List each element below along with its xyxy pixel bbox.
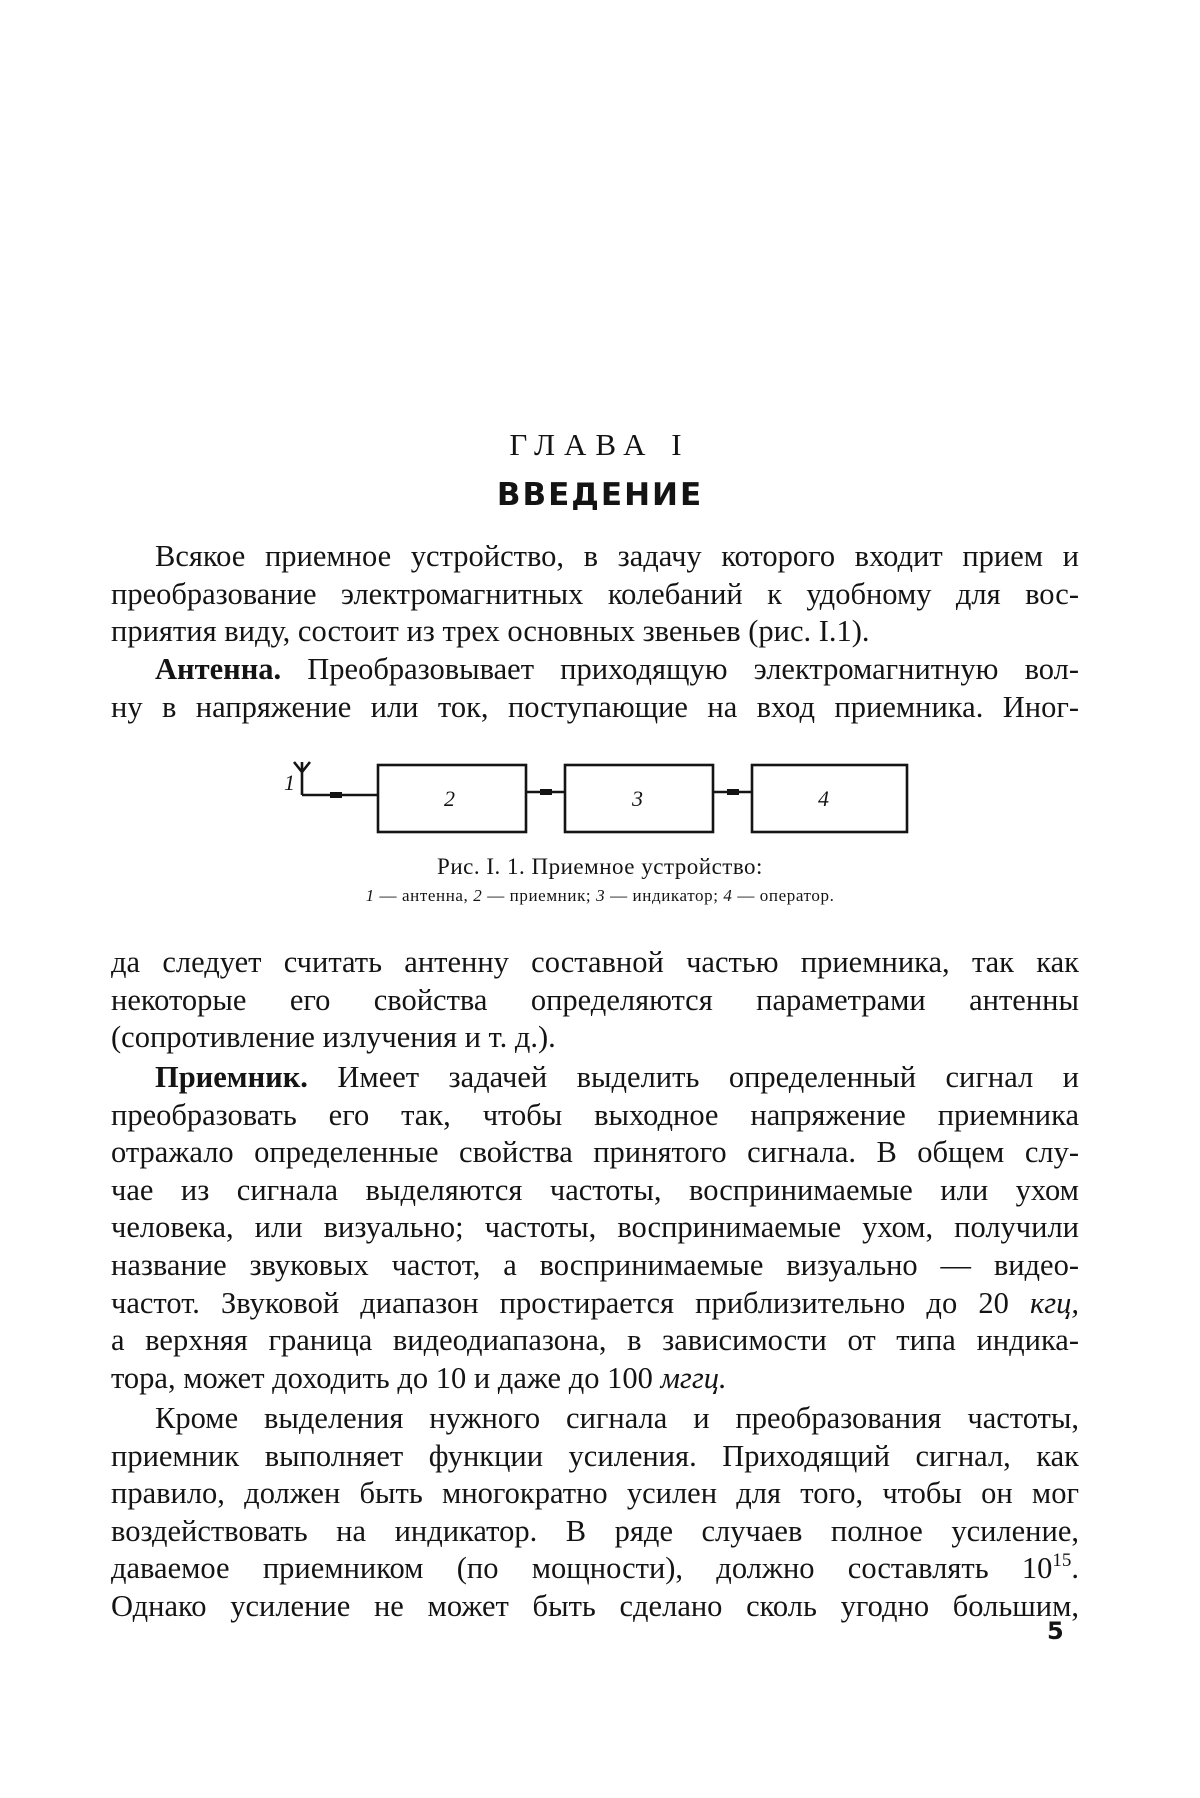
antenna-paragraph xyxy=(111,651,1079,726)
text-line: Всякое приемное устройство, в задачу которого входит прием и xyxy=(111,538,1079,576)
text-line: да следует считать антенну составной частью приемника, так как xyxy=(111,944,1079,982)
text-line: чае из сигнала выделяются частоты, воспринимаемые или ухом xyxy=(111,1172,1079,1210)
text-line: приемник выполняет функции усиления. Приходящий сигнал, как xyxy=(111,1438,1079,1476)
legend-num: 3 xyxy=(596,886,605,905)
text-line xyxy=(111,1360,1079,1398)
chapter-title: ВВЕДЕНИЕ xyxy=(0,475,1200,515)
text-line: воздействовать на индикатор. В ряде случаев полное усиление, xyxy=(111,1513,1079,1551)
chapter-label: ГЛАВА I xyxy=(0,425,1200,465)
text-line: преобразование электромагнитных колебаний к удобному для вос- xyxy=(111,576,1079,614)
connector-dot xyxy=(540,789,552,795)
text-line: Кроме выделения нужного сигнала и преобразования частоты, xyxy=(111,1400,1079,1438)
intro-paragraph xyxy=(111,538,1079,651)
text-line xyxy=(111,1550,1079,1588)
khz-sentence: частот. Звуковой диапазон простирается приблизительно до 20 xyxy=(111,1286,1009,1320)
indicator-label: 3 xyxy=(631,786,643,811)
receiver-label: 2 xyxy=(444,786,455,811)
text-line: правило, должен быть многократно усилен для того, чтобы он мог xyxy=(111,1475,1079,1513)
antenna-icon xyxy=(294,762,310,772)
text-line: (сопротивление излучения и т. д.). xyxy=(111,1019,1079,1057)
figure-legend xyxy=(0,884,1200,908)
unit-khz: кгц, xyxy=(1030,1286,1079,1320)
receiver-paragraph xyxy=(111,1059,1079,1397)
mhz-sentence: тора, может доходить до 10 и даже до 100 xyxy=(111,1361,653,1395)
antenna-text: Преобразовывает приходящую электромагнитную вол- xyxy=(307,652,1079,686)
connector-dot xyxy=(330,792,342,798)
legend-text: — антенна, xyxy=(380,886,469,905)
text-line: а верхняя граница видеодиапазона, в зависимости от типа индика- xyxy=(111,1322,1079,1360)
text-line xyxy=(111,651,1079,689)
figure-caption: Рис. I. 1. Приемное устройство: xyxy=(0,852,1200,882)
power-exponent: 15 xyxy=(1052,1550,1071,1571)
power-sentence: даваемое приемником (по мощности), должно составлять 10 xyxy=(111,1551,1052,1585)
antenna-continuation xyxy=(111,944,1079,1057)
unit-mhz: мггц. xyxy=(660,1361,726,1395)
connector-dot xyxy=(727,789,739,795)
text-line: приятия виду, состоит из трех основных звеньев (рис. I.1). xyxy=(111,613,1079,651)
page-number: 5 xyxy=(1047,1617,1064,1645)
legend-text: — оператор. xyxy=(737,886,834,905)
legend-num: 4 xyxy=(723,886,732,905)
text-line: название звуковых частот, а воспринимаемые визуально — видео- xyxy=(111,1247,1079,1285)
text-line: Однако усиление не может быть сделано сколь угодно большим, xyxy=(111,1588,1079,1626)
antenna-label: 1 xyxy=(284,770,295,795)
operator-label: 4 xyxy=(818,786,829,811)
text-line: человека, или визуально; частоты, воспринимаемые ухом, получили xyxy=(111,1209,1079,1247)
antenna-term: Антенна. xyxy=(155,652,281,686)
text-line: ну в напряжение или ток, поступающие на вход приемника. Иног- xyxy=(111,689,1079,727)
legend-num: 2 xyxy=(473,886,482,905)
book-page xyxy=(0,0,1200,1798)
legend-num: 1 xyxy=(366,886,375,905)
operator-block xyxy=(752,765,907,832)
text-line: преобразовать его так, чтобы выходное напряжение приемника xyxy=(111,1097,1079,1135)
power-sentence-end: . xyxy=(1071,1551,1079,1585)
text-line xyxy=(111,1285,1079,1323)
receiver-block xyxy=(378,765,526,832)
text-line xyxy=(111,1059,1079,1097)
text-line: некоторые его свойства определяются параметрами антенны xyxy=(111,982,1079,1020)
legend-text: — индикатор; xyxy=(610,886,718,905)
text-line: отражало определенные свойства принятого сигнала. В общем слу- xyxy=(111,1134,1079,1172)
receiver-text: Имеет задачей выделить определенный сигнал и xyxy=(337,1060,1079,1094)
amplification-paragraph xyxy=(111,1400,1079,1626)
legend-text: — приемник; xyxy=(487,886,591,905)
indicator-block xyxy=(565,765,713,832)
receiver-term: Приемник. xyxy=(155,1060,308,1094)
